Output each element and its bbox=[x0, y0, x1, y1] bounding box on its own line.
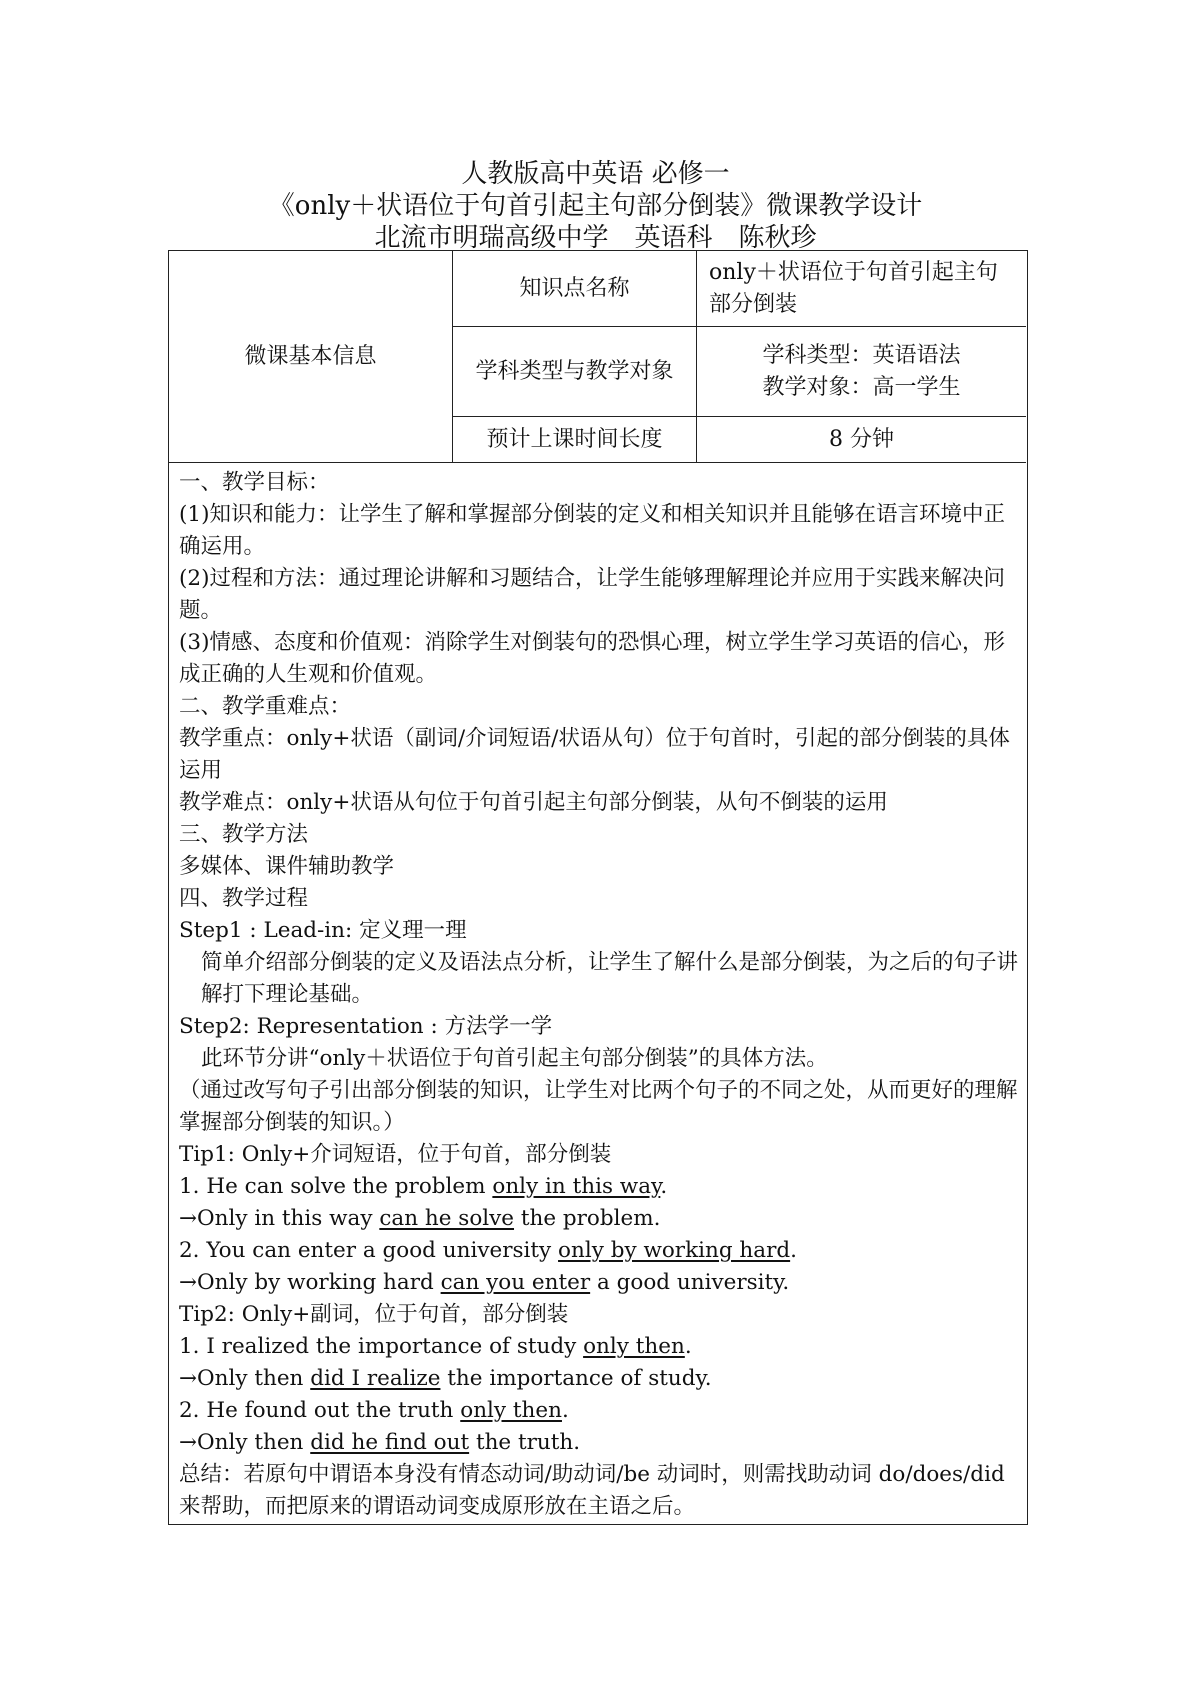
design-table bbox=[168, 250, 1028, 1525]
example-underline: only then bbox=[460, 1398, 562, 1423]
example-underline: did he find out bbox=[310, 1430, 470, 1455]
step2-text: 此环节分讲“only＋状语位于句首引起主句部分倒装”的具体方法。 bbox=[201, 1046, 828, 1071]
doc-header-line1 bbox=[0, 158, 1191, 193]
step1-title: Step1 : Lead-in: 定义理一理 bbox=[179, 918, 467, 943]
summary-text: 总结：若原句中谓语本身没有情态动词/助动词/be 动词时，则需找助动词 do/does/did 来帮助，而把原来的谓语动词变成原形放在主语之后。 bbox=[179, 1462, 1005, 1519]
example-sentence bbox=[179, 1171, 1019, 1203]
example-text: the problem. bbox=[514, 1206, 661, 1231]
example-text: →Only then bbox=[179, 1366, 311, 1391]
example-underline: only by working hard bbox=[558, 1238, 791, 1263]
design-body bbox=[179, 467, 1019, 1523]
example-text: 1. I realized the importance of study bbox=[179, 1334, 584, 1359]
example-sentence bbox=[179, 1267, 1019, 1299]
key-point: 教学重点：only+状语（副词/介词短语/状语从句）位于句首时，引起的部分倒装的具体运用 bbox=[179, 726, 1010, 783]
example-text: the truth. bbox=[469, 1430, 581, 1455]
example-sentence bbox=[179, 1235, 1019, 1267]
subject-type-label: 学科类型与教学对象 bbox=[453, 327, 697, 417]
method-title: 三、教学方法 bbox=[179, 822, 309, 847]
example-sentence bbox=[179, 1395, 1019, 1427]
example-underline: only then bbox=[583, 1334, 685, 1359]
example-text: →Only then bbox=[179, 1430, 311, 1455]
example-text: →Only by working hard bbox=[179, 1270, 441, 1295]
example-underline: can he solve bbox=[379, 1206, 515, 1231]
author-line: 北流市明瑞高级中学 英语科 陈秋珍 bbox=[374, 223, 817, 253]
duration-value: 8 分钟 bbox=[829, 427, 894, 452]
example-sentence bbox=[179, 1427, 1019, 1459]
example-text: the importance of study. bbox=[440, 1366, 712, 1391]
target-students-line: 教学对象：高一学生 bbox=[762, 374, 961, 400]
step2-note: （通过改写句子引出部分倒装的知识，让学生对比两个句子的不同之处，从而更好的理解掌握部分倒装的知识。） bbox=[179, 1078, 1018, 1135]
knowledge-name-value: only＋状语位于句首引起主句部分倒装 bbox=[697, 251, 1026, 327]
knowledge-name-label: 知识点名称 bbox=[453, 251, 697, 327]
example-text: 2. You can enter a good university bbox=[179, 1238, 559, 1263]
course-title: 人教版高中英语 必修一 bbox=[461, 159, 730, 189]
subject-type-value bbox=[697, 327, 1026, 417]
goal-attitude: (3)情感、态度和价值观：消除学生对倒装句的恐惧心理，树立学生学习英语的信心，形成正确的人生观和价值观。 bbox=[179, 630, 1005, 687]
example-text: . bbox=[684, 1334, 692, 1359]
step1-text: 简单介绍部分倒装的定义及语法点分析，让学生了解什么是部分倒装，为之后的句子讲解打下理论基础。 bbox=[201, 950, 1019, 1007]
example-text: 2. He found out the truth bbox=[179, 1398, 461, 1423]
info-table bbox=[169, 251, 1026, 463]
example-text: . bbox=[660, 1174, 668, 1199]
example-underline: did I realize bbox=[310, 1366, 441, 1391]
example-text: a good university. bbox=[590, 1270, 790, 1295]
goals-title: 一、教学目标： bbox=[179, 470, 330, 495]
goal-knowledge: (1)知识和能力：让学生了解和掌握部分倒装的定义和相关知识并且能够在语言环境中正确运用。 bbox=[179, 502, 1005, 559]
example-text: . bbox=[561, 1398, 569, 1423]
method-text: 多媒体、课件辅助教学 bbox=[179, 854, 395, 879]
step2-title: Step2: Representation : 方法学一学 bbox=[179, 1014, 553, 1039]
goal-process: (2)过程和方法：通过理论讲解和习题结合，让学生能够理解理论并应用于实践来解决问题。 bbox=[179, 566, 1005, 623]
key-points-title: 二、教学重难点： bbox=[179, 694, 352, 719]
tip2-title: Tip2: Only+副词，位于句首，部分倒装 bbox=[179, 1302, 569, 1327]
process-title: 四、教学过程 bbox=[179, 886, 309, 911]
example-underline: can you enter bbox=[440, 1270, 591, 1295]
lesson-title: 《only＋状语位于句首引起主句部分倒装》微课教学设计 bbox=[268, 191, 923, 221]
duration-label: 预计上课时间长度 bbox=[453, 417, 697, 463]
subject-type-line: 学科类型：英语语法 bbox=[762, 342, 961, 368]
example-sentence bbox=[179, 1331, 1019, 1363]
info-section-label: 微课基本信息 bbox=[169, 251, 453, 463]
example-underline: only in this way bbox=[492, 1174, 661, 1199]
example-text: 1. He can solve the problem bbox=[179, 1174, 493, 1199]
example-text: . bbox=[790, 1238, 797, 1263]
example-sentence bbox=[179, 1203, 1019, 1235]
example-sentence bbox=[179, 1363, 1019, 1395]
example-text: →Only in this way bbox=[179, 1206, 380, 1231]
difficult-point: 教学难点：only+状语从句位于句首引起主句部分倒装，从句不倒装的运用 bbox=[179, 790, 888, 815]
tip1-title: Tip1: Only+介词短语，位于句首，部分倒装 bbox=[179, 1142, 612, 1167]
doc-header-line2 bbox=[0, 190, 1191, 225]
